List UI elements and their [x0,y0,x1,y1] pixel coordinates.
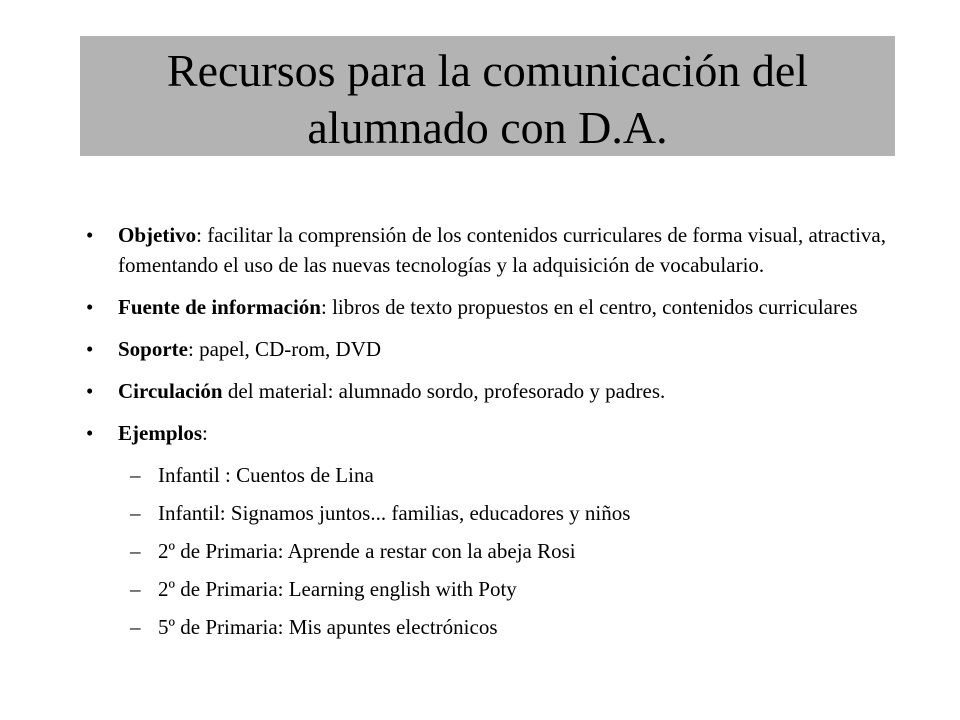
example-item [0,574,960,604]
bullet-term: Circulación [118,379,223,403]
example-item [0,460,960,490]
dash-marker: – [130,615,141,639]
example-text: 2º de Primaria: Aprende a restar con la abeja Rosi [158,539,576,563]
dash-marker: – [130,501,141,525]
bullet-dot: • [86,295,94,319]
dash-marker: – [130,539,141,563]
bullet-objetivo [0,220,960,280]
dash-marker: – [130,577,141,601]
example-text: Infantil: Signamos juntos... familias, educadores y niños [158,501,631,525]
bullet-dot: • [86,379,94,403]
bullet-term: Fuente de información [118,295,321,319]
slide-title-line-2: alumnado con D.A. [307,102,668,153]
example-item [0,536,960,566]
example-text: 2º de Primaria: Learning english with Poty [158,577,517,601]
bullet-text: : facilitar la comprensión de los contenidos curriculares de forma visual, atractiva, fomentando el uso de las nuevas tecnologías y la adquisición de vocabulario. [118,223,886,277]
slide-title [80,36,895,156]
bullet-fuente [0,292,960,322]
bullet-text: : [202,421,208,445]
bullet-term: Objetivo [118,223,197,247]
dash-marker: – [130,463,141,487]
slide-title-line-1: Recursos para la comunicación del [166,45,809,96]
bullet-circulacion [0,376,960,406]
bullet-dot: • [86,223,94,247]
bullet-soporte [0,334,960,364]
bullet-dot: • [86,337,94,361]
bullet-text: : libros de texto propuestos en el centro, contenidos curriculares [320,295,858,319]
bullet-term: Ejemplos [118,421,202,445]
bullet-term: Soporte [118,337,188,361]
example-text: Infantil : Cuentos de Lina [158,463,374,487]
bullet-text: : papel, CD-rom, DVD [188,337,382,361]
example-text: 5º de Primaria: Mis apuntes electrónicos [158,615,498,639]
bullet-dot: • [86,421,94,445]
slide-body [0,220,960,650]
example-item [0,498,960,528]
example-item [0,612,960,642]
bullet-ejemplos [0,418,960,448]
bullet-text: del material: alumnado sordo, profesorado y padres. [222,379,666,403]
